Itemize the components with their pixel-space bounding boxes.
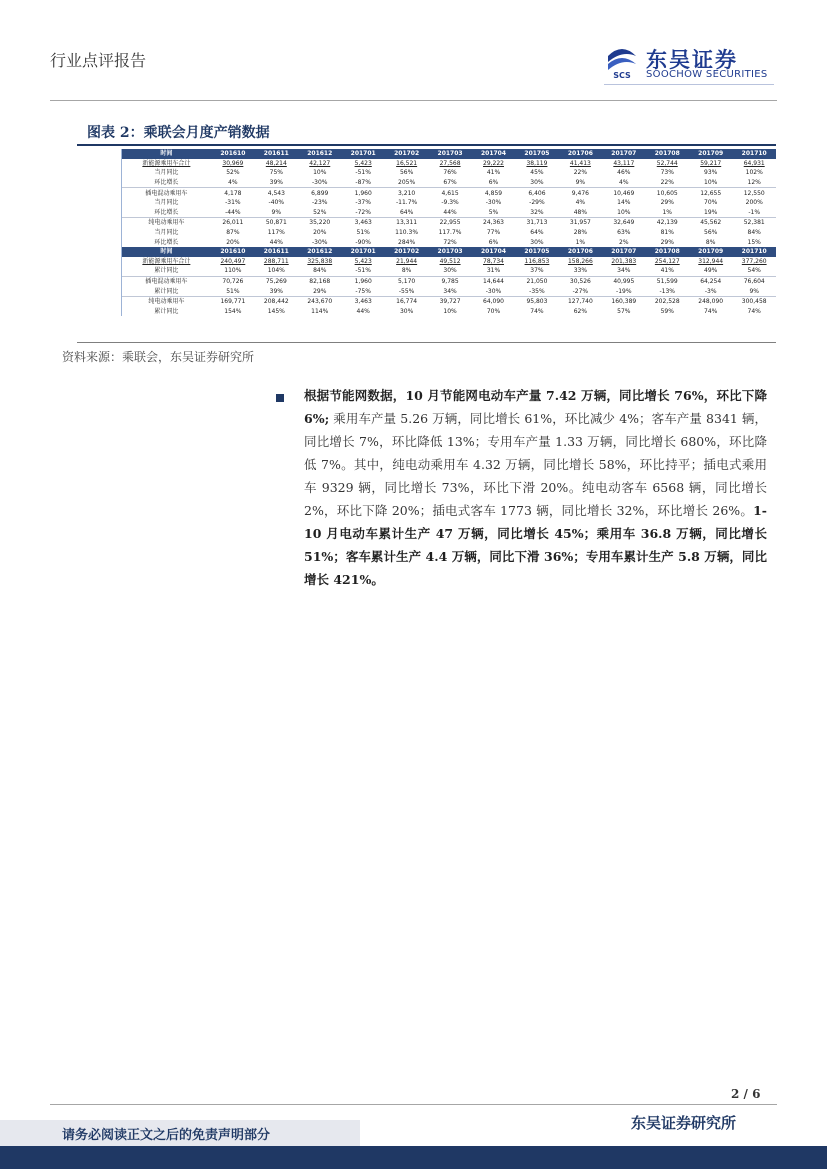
table-cell: 22%: [646, 178, 689, 188]
row-label: 累计同比: [121, 266, 211, 276]
table-cell: 6,899: [311, 189, 329, 197]
table-cell: 21,944: [396, 257, 418, 265]
table-cell: 70,726: [222, 278, 244, 286]
table-cell: 12,655: [700, 189, 722, 197]
table-cell: 325,838: [307, 257, 333, 265]
sales-data-table: [77, 149, 776, 316]
table-cell: 10,469: [613, 189, 635, 197]
figure-title: 图表 2：乘联会月度产销数据: [87, 125, 270, 141]
table-cell: 35,220: [309, 219, 331, 227]
table-cell: 15%: [747, 238, 761, 246]
table-cell: -27%: [559, 286, 602, 296]
table-cell: 110%: [211, 266, 254, 276]
table-cell: 4%: [575, 199, 586, 207]
table-cell: 39%: [255, 178, 298, 188]
row-label: 纯电动乘用车: [148, 219, 185, 227]
period-header-cell: 201709: [689, 247, 732, 257]
row-label: 纯电动乘用车: [148, 298, 185, 306]
table-cell: 30,969: [222, 159, 244, 167]
table-cell: -51%: [355, 169, 371, 177]
table-cell: 5,170: [398, 278, 416, 286]
period-header-cell: 201708: [646, 149, 689, 159]
table-cell: -23%: [311, 199, 328, 207]
table-cell: 14,644: [483, 278, 504, 286]
table-cell: 42,127: [309, 159, 331, 167]
period-header-cell: 201706: [559, 149, 602, 159]
table-cell: 48,214: [265, 159, 287, 167]
table-cell: 33%: [559, 266, 602, 276]
period-header-cell: 201611: [255, 149, 298, 159]
row-label: 插电混动乘用车: [145, 189, 188, 197]
table-row: [77, 266, 776, 276]
period-header-cell: 201704: [472, 247, 515, 257]
table-cell: 41%: [486, 169, 501, 177]
table-cell: 27,568: [439, 159, 461, 167]
table-cell: -55%: [385, 286, 428, 296]
table-row: [77, 307, 776, 317]
table-cell: 10,605: [656, 189, 678, 197]
monthly-head-label: 时间: [121, 149, 211, 159]
table-bottom-rule: [77, 342, 776, 343]
table-row: [77, 257, 776, 267]
table-cell: -13%: [646, 286, 689, 296]
table-row: [77, 237, 776, 247]
table-cell: 62%: [573, 307, 588, 315]
table-cell: 117%: [267, 229, 285, 237]
cumulative-head-label: 时间: [121, 247, 211, 257]
period-header-cell: 201611: [255, 247, 298, 257]
table-cell: -30%: [311, 238, 328, 246]
table-cell: 1%: [646, 208, 689, 218]
period-header-cell: 201710: [732, 247, 776, 257]
table-cell: 288,711: [263, 257, 289, 265]
table-cell: 81%: [660, 229, 674, 237]
cumulative-header-row: [77, 247, 776, 257]
disclaimer-notice: 请务必阅读正文之后的免责声明部分: [62, 1128, 271, 1143]
table-cell: 56%: [704, 229, 718, 237]
table-cell: 145%: [267, 307, 285, 315]
table-cell: 39,727: [439, 298, 461, 306]
table-cell: 1%: [575, 238, 586, 246]
table-cell: -40%: [268, 199, 285, 207]
table-cell: 84%: [747, 229, 761, 237]
figure-top-rule: [77, 144, 776, 146]
logo-english-name: SOOCHOW SECURITIES: [646, 69, 768, 80]
table-cell: -29%: [529, 199, 545, 207]
period-header-cell: 201701: [341, 149, 384, 159]
table-cell: 46%: [617, 169, 631, 177]
row-label: 新能源乘用车合计: [142, 159, 191, 167]
table-cell: 10%: [313, 169, 327, 177]
table-cell: 5,423: [354, 257, 372, 265]
table-cell: 73%: [660, 169, 674, 177]
table-row: [77, 218, 776, 228]
table-cell: 78,734: [483, 257, 504, 265]
table-cell: 74%: [530, 307, 544, 315]
table-cell: 44%: [269, 238, 283, 246]
table-cell: 254,127: [654, 257, 680, 265]
table-cell: 52%: [298, 208, 341, 218]
table-cell: 12,550: [743, 189, 765, 197]
table-cell: 2%: [619, 238, 629, 246]
table-cell: 31%: [472, 266, 515, 276]
table-cell: -19%: [602, 286, 645, 296]
period-header-cell: 201705: [515, 149, 558, 159]
table-cell: 6%: [472, 178, 515, 188]
table-cell: 116,853: [524, 257, 550, 265]
table-cell: 29%: [660, 199, 674, 207]
table-cell: 84%: [298, 266, 341, 276]
period-header-cell: 201707: [602, 149, 645, 159]
table-cell: 13,311: [396, 219, 418, 227]
table-cell: 70%: [704, 199, 718, 207]
row-label: 当月同比: [154, 199, 179, 207]
period-header-cell: 201702: [385, 247, 428, 257]
table-cell: 4,178: [224, 189, 242, 197]
table-cell: 30%: [530, 238, 544, 246]
table-cell: 75,269: [265, 278, 287, 286]
table-cell: 205%: [385, 178, 428, 188]
logo-underline: [604, 84, 774, 85]
table-cell: 312,944: [698, 257, 724, 265]
table-cell: -51%: [341, 266, 384, 276]
footer-bar: [0, 1146, 827, 1169]
table-cell: 50,871: [265, 219, 287, 227]
table-cell: 20%: [313, 229, 327, 237]
table-cell: 110.3%: [395, 229, 419, 237]
table-cell: 243,670: [307, 298, 333, 306]
bullet-square-icon: [276, 394, 284, 402]
table-cell: 200%: [745, 199, 763, 207]
table-cell: 202,528: [654, 298, 680, 306]
table-cell: 24,363: [483, 219, 504, 227]
table-cell: 34%: [428, 286, 471, 296]
period-header-cell: 201701: [341, 247, 384, 257]
report-type-title: 行业点评报告: [50, 51, 147, 70]
row-label: 环比增长: [121, 178, 211, 188]
table-cell: 51%: [211, 286, 254, 296]
table-row: [77, 168, 776, 178]
table-cell: 63%: [617, 229, 631, 237]
table-cell: 1,960: [354, 189, 372, 197]
table-cell: 8%: [385, 266, 428, 276]
table-cell: 26,011: [222, 219, 244, 227]
table-cell: 6,406: [528, 189, 546, 197]
table-cell: 49,512: [439, 257, 461, 265]
row-label: 当月同比: [154, 169, 179, 177]
table-cell: 77%: [486, 229, 501, 237]
table-cell: 56%: [399, 169, 414, 177]
table-cell: 64%: [530, 229, 544, 237]
table-cell: 29,222: [483, 159, 504, 167]
table-cell: 3,463: [354, 219, 372, 227]
table-cell: 10%: [443, 307, 457, 315]
table-row: [77, 178, 776, 188]
logo-mark-text: SCS: [613, 71, 631, 80]
table-cell: -87%: [341, 178, 384, 188]
table-cell: 14%: [617, 199, 631, 207]
table-cell: 45%: [530, 169, 544, 177]
table-cell: 30,526: [569, 278, 591, 286]
table-cell: 37%: [515, 266, 558, 276]
table-cell: -11.7%: [396, 199, 418, 207]
table-cell: -37%: [355, 199, 371, 207]
table-cell: 31,957: [569, 219, 591, 227]
period-header-cell: 201612: [298, 247, 341, 257]
table-cell: 10%: [602, 208, 645, 218]
table-row: [77, 276, 776, 286]
table-cell: 16,521: [396, 159, 418, 167]
table-cell: 57%: [617, 307, 631, 315]
table-cell: 72%: [443, 238, 457, 246]
period-header-cell: 201707: [602, 247, 645, 257]
period-header-cell: 201610: [211, 149, 254, 159]
table-cell: 4,615: [441, 189, 459, 197]
table-cell: 44%: [428, 208, 471, 218]
table-cell: 160,389: [611, 298, 637, 306]
period-header-cell: 201710: [732, 149, 776, 159]
table-cell: 22,955: [439, 219, 461, 227]
period-header-cell: 201703: [428, 247, 471, 257]
row-label: 环比增长: [154, 238, 179, 246]
table-cell: 31,713: [526, 219, 548, 227]
table-cell: 41%: [646, 266, 689, 276]
table-cell: 51%: [356, 229, 370, 237]
table-cell: 52,744: [656, 159, 678, 167]
table-cell: -1%: [732, 208, 776, 218]
table-cell: 32%: [515, 208, 558, 218]
table-cell: 158,266: [567, 257, 593, 265]
table-cell: 10%: [689, 178, 732, 188]
table-cell: 8%: [705, 238, 716, 246]
table-cell: 9%: [732, 286, 776, 296]
table-cell: 51,599: [656, 278, 678, 286]
footer-organization: 东吴证券研究所: [631, 1114, 737, 1132]
table-cell: 9,476: [571, 189, 589, 197]
table-cell: 28%: [573, 229, 588, 237]
table-cell: 75%: [269, 169, 283, 177]
period-header-cell: 201703: [428, 149, 471, 159]
table-cell: 300,458: [741, 298, 767, 306]
table-cell: 93%: [704, 169, 718, 177]
table-cell: 102%: [745, 169, 763, 177]
table-cell: 4%: [211, 178, 254, 188]
table-cell: 117.7%: [438, 229, 462, 237]
table-cell: 64,090: [483, 298, 504, 306]
table-cell: -90%: [355, 238, 371, 246]
table-cell: 4,859: [484, 189, 503, 197]
table-cell: 54%: [732, 266, 776, 276]
row-label: 新能源乘用车合计: [142, 257, 191, 265]
table-cell: 20%: [226, 238, 240, 246]
period-header-cell: 201705: [515, 247, 558, 257]
table-cell: 19%: [689, 208, 732, 218]
table-cell: 32,649: [613, 219, 635, 227]
table-cell: 30%: [515, 178, 558, 188]
table-cell: 154%: [224, 307, 242, 315]
table-cell: 74%: [704, 307, 718, 315]
table-cell: 40,995: [613, 278, 635, 286]
table-cell: 9,785: [441, 278, 459, 286]
period-header-cell: 201612: [298, 149, 341, 159]
table-cell: 248,090: [698, 298, 724, 306]
table-cell: 39%: [255, 286, 298, 296]
brand-logo: [604, 44, 774, 84]
page-number: 2 / 6: [731, 1087, 761, 1101]
table-row: [77, 198, 776, 208]
table-cell: 3,210: [398, 189, 416, 197]
table-cell: -3%: [689, 286, 732, 296]
table-cell: 59,217: [700, 159, 722, 167]
table-cell: 42,139: [656, 219, 678, 227]
table-cell: 4%: [602, 178, 645, 188]
period-header-cell: 201708: [646, 247, 689, 257]
period-header-cell: 201706: [559, 247, 602, 257]
table-cell: 64,931: [743, 159, 765, 167]
table-cell: 64,254: [700, 278, 722, 286]
table-cell: 169,771: [220, 298, 246, 306]
table-cell: 3,463: [354, 298, 372, 306]
row-label: 当月同比: [154, 229, 179, 237]
table-cell: 30%: [428, 266, 471, 276]
table-cell: 9%: [559, 178, 602, 188]
table-cell: 45,562: [700, 219, 722, 227]
cumulative-group-label: 累计销量: [77, 247, 121, 316]
table-cell: 76,604: [743, 278, 765, 286]
paragraph-bold-summary: 1-10 月电动车累计生产 47 万辆，同比增长 45%；乘用车 36.8 万辆，同比增长 51%；客车累计生产 4.4 万辆，同比下滑 36%；专用车累计生产 5.8 万辆，同比增长 421%。: [304, 503, 767, 587]
row-label: 环比增长: [121, 208, 211, 218]
monthly-group-label: 月度销量: [77, 149, 121, 247]
period-header-cell: 201704: [472, 149, 515, 159]
table-cell: -30%: [472, 286, 515, 296]
table-cell: 38,119: [526, 159, 548, 167]
table-cell: 29%: [298, 286, 341, 296]
row-label: 累计同比: [121, 286, 211, 296]
table-cell: 22%: [573, 169, 588, 177]
table-cell: 104%: [255, 266, 298, 276]
figure-source: 资料来源：乘联会，东吴证券研究所: [62, 350, 255, 364]
table-cell: -31%: [225, 199, 241, 207]
table-cell: -9.3%: [441, 199, 459, 207]
table-cell: 87%: [226, 229, 240, 237]
table-cell: 74%: [747, 307, 761, 315]
table-cell: 21,050: [526, 278, 548, 286]
table-cell: 16,774: [396, 298, 418, 306]
header-divider: [50, 100, 777, 101]
table-cell: 82,168: [309, 278, 331, 286]
period-header-cell: 201702: [385, 149, 428, 159]
table-row: [77, 208, 776, 218]
table-cell: 48%: [559, 208, 602, 218]
table-cell: 70%: [486, 307, 501, 315]
table-cell: 240,497: [220, 257, 246, 265]
table-row: [77, 228, 776, 238]
table-cell: 12%: [732, 178, 776, 188]
table-cell: -30%: [485, 199, 502, 207]
table-cell: 67%: [428, 178, 471, 188]
table-cell: 377,260: [741, 257, 767, 265]
table-cell: -72%: [341, 208, 384, 218]
table-cell: 1,960: [354, 278, 372, 286]
table-cell: 114%: [311, 307, 329, 315]
table-cell: -75%: [341, 286, 384, 296]
row-label: 插电混动乘用车: [145, 278, 188, 286]
soochow-logo-icon: [604, 44, 640, 80]
table-cell: 95,803: [526, 298, 548, 306]
footer-divider: [50, 1104, 777, 1105]
table-cell: 41,413: [569, 159, 591, 167]
table-cell: 44%: [356, 307, 370, 315]
paragraph-bold-lead: 根据节能网数据，10 月节能网电动车产量 7.42 万辆，同比增长 76%，环比下降 6%;: [304, 388, 767, 426]
table-row: [77, 188, 776, 198]
logo-chinese-name: 东吴证券: [646, 48, 738, 72]
table-cell: 64%: [385, 208, 428, 218]
table-cell: 284%: [398, 238, 416, 246]
table-cell: 9%: [255, 208, 298, 218]
table-cell: 30%: [399, 307, 414, 315]
table-cell: 59%: [660, 307, 674, 315]
table-cell: 76%: [443, 169, 457, 177]
table-cell: 127,740: [567, 298, 593, 306]
paragraph-body: 乘用车产量 5.26 万辆，同比增长 61%，环比减少 4%；客车产量 8341 辆，同比增长 7%，环比降低 13%；专用车产量 1.33 万辆，同比增长 680%，环比降低 7%。其中，纯电动乘用车 4.32 万辆，同比增长 58%，环比持平；插电式乘用车 9329 辆，同比增长 73%，环比下滑 20%。纯电动客车 6568 辆，同比增长 2%，环比下降 20%；插电式客车 1773 辆，同比增长 32%，环比增长 26%。: [304, 411, 767, 518]
analysis-paragraph: [304, 384, 767, 591]
row-label: 累计同比: [154, 307, 179, 315]
table-cell: -44%: [211, 208, 254, 218]
table-cell: 4,543: [267, 189, 285, 197]
table-cell: 29%: [660, 238, 674, 246]
period-header-cell: 201610: [211, 247, 254, 257]
monthly-header-row: [77, 149, 776, 159]
table-cell: 52,381: [743, 219, 765, 227]
table-row: [77, 296, 776, 306]
table-cell: 6%: [488, 238, 499, 246]
period-header-cell: 201709: [689, 149, 732, 159]
table-cell: 34%: [602, 266, 645, 276]
table-cell: -30%: [298, 178, 341, 188]
table-cell: 52%: [226, 169, 240, 177]
table-cell: 5,423: [354, 159, 372, 167]
table-cell: 208,442: [263, 298, 289, 306]
table-cell: 49%: [689, 266, 732, 276]
table-cell: -35%: [515, 286, 558, 296]
table-row: [77, 159, 776, 169]
table-cell: 5%: [472, 208, 515, 218]
table-row: [77, 286, 776, 296]
table-cell: 201,383: [611, 257, 637, 265]
table-cell: 43,117: [613, 159, 635, 167]
